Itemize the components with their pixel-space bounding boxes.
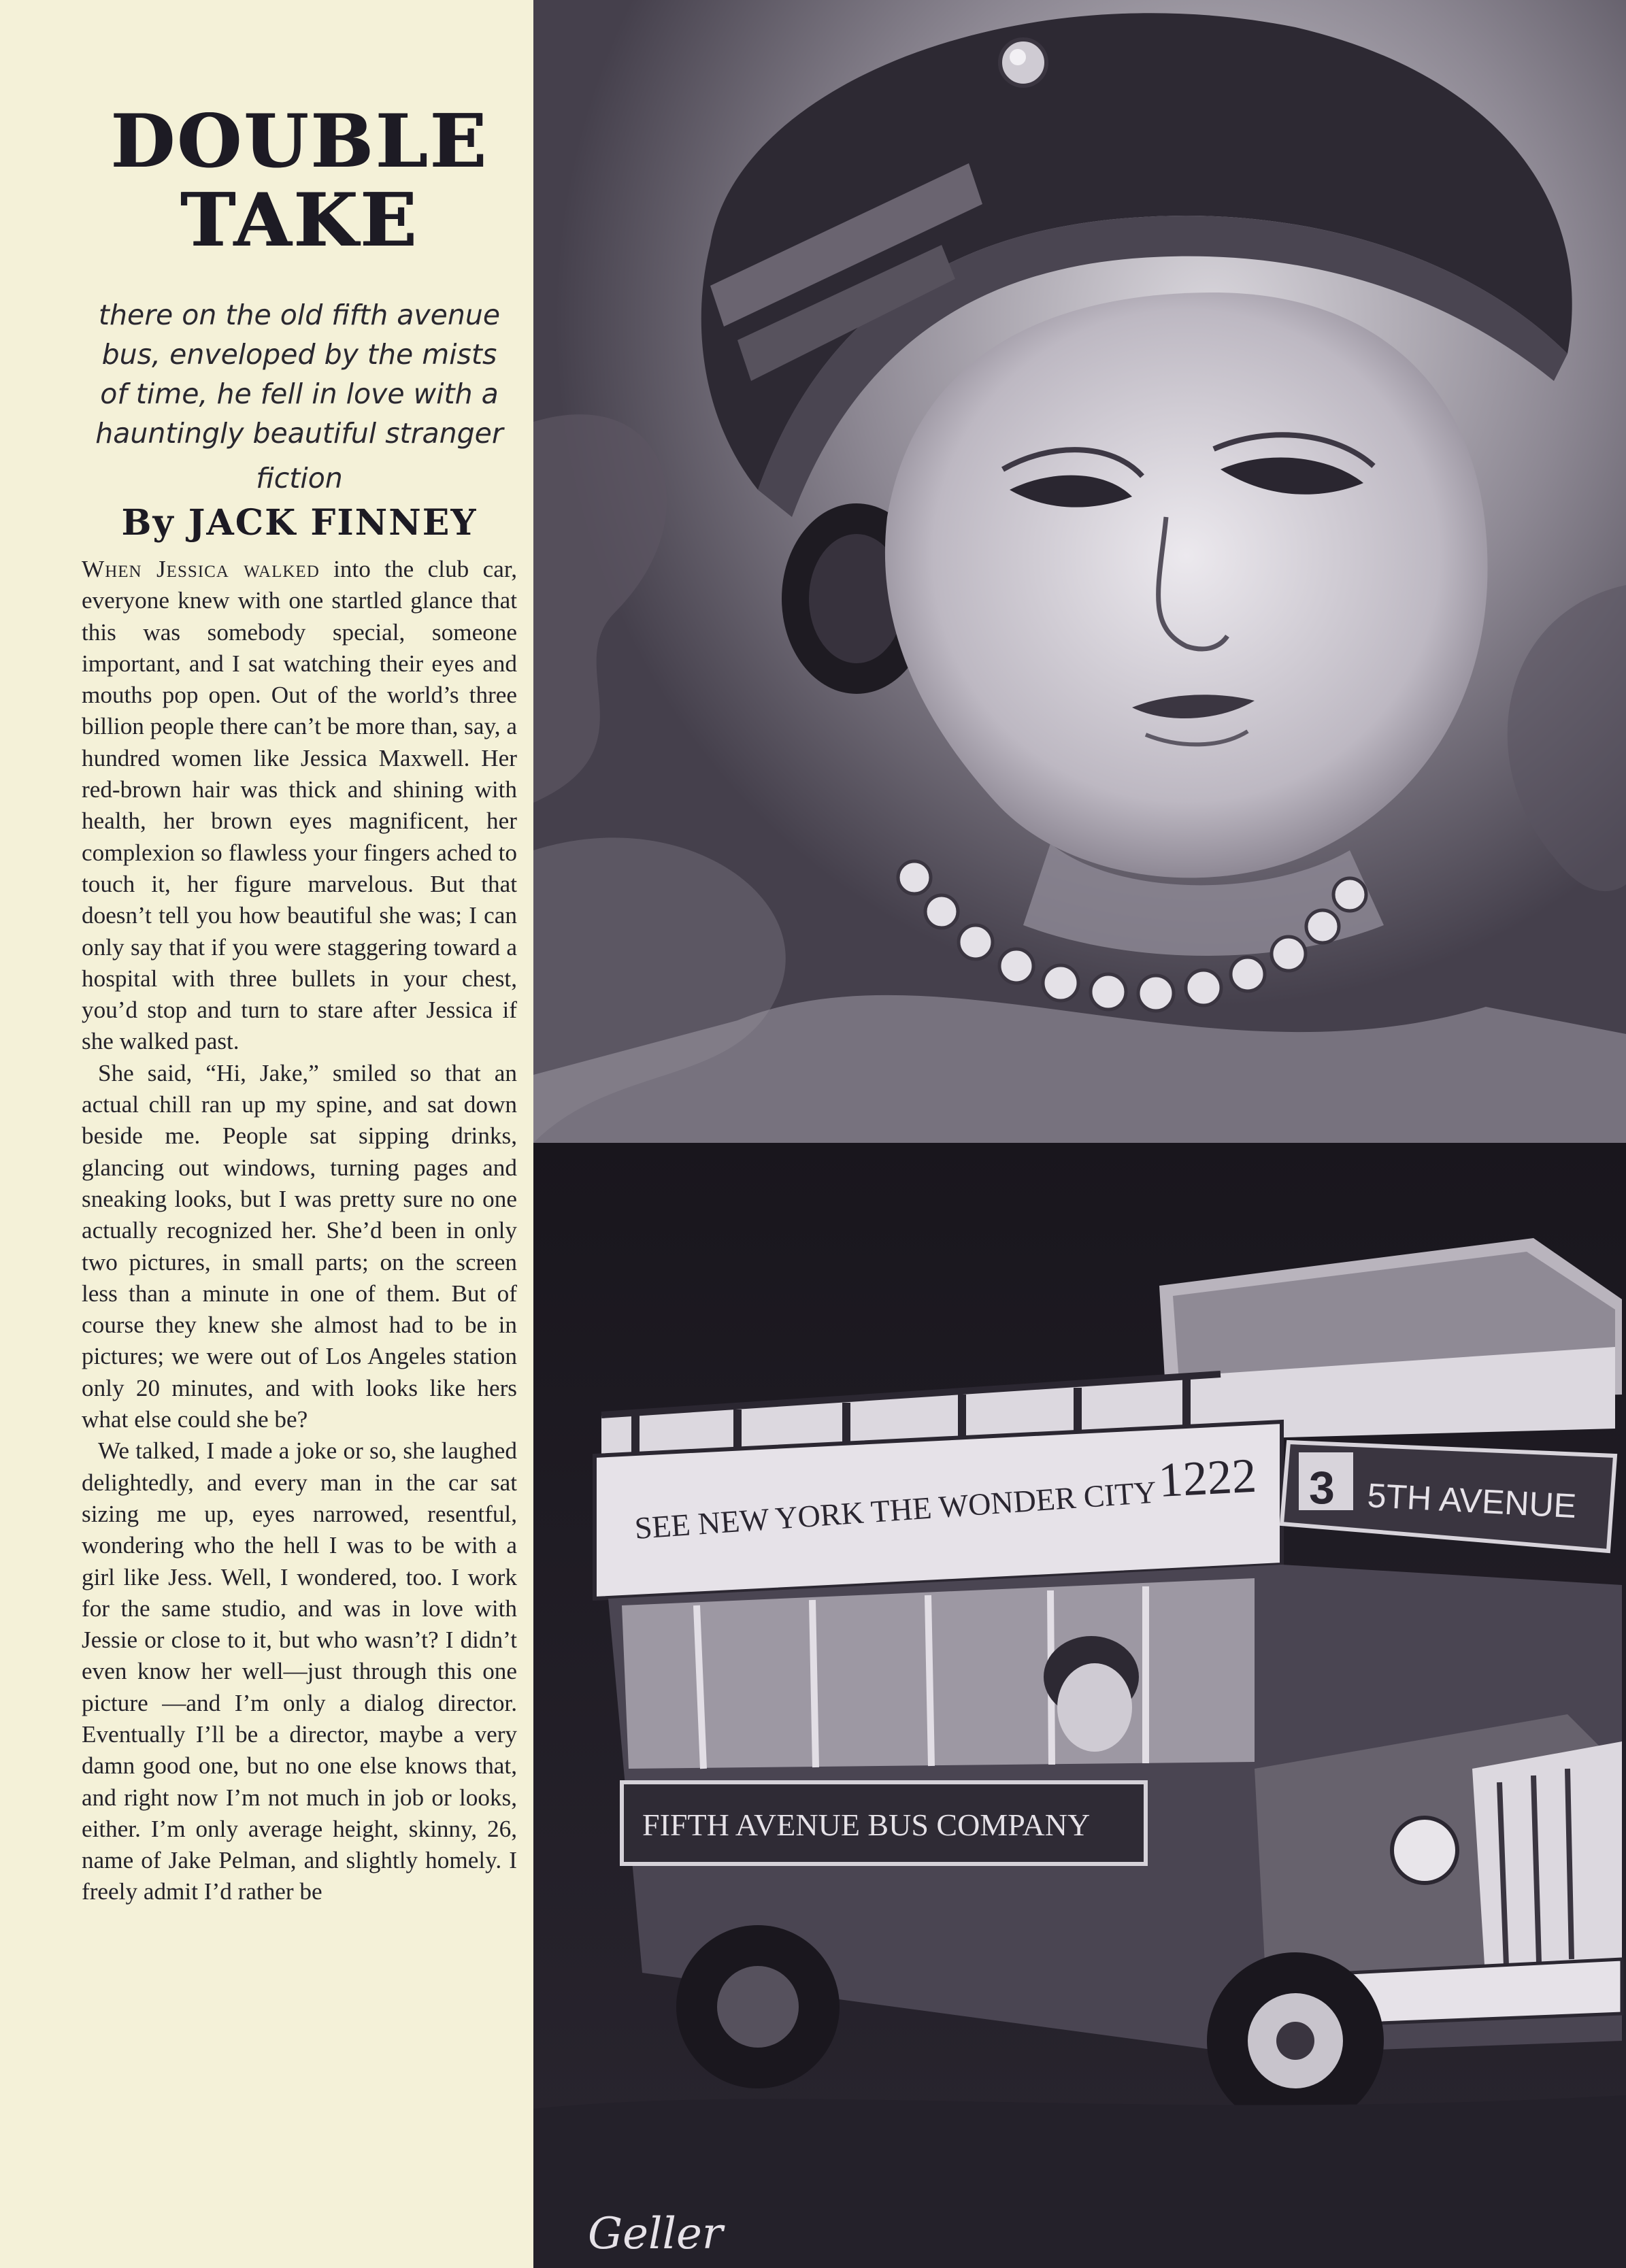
article-deck: there on the old fifth avenue bus, enveloped by the mists of time, he fell in love with a hauntingly beautiful stranger	[95, 299, 503, 450]
bus-panel	[533, 1143, 1626, 2268]
bus-banner-text: SEE NEW YORK THE WONDER CITY	[633, 1474, 1158, 1546]
article-column	[82, 99, 517, 1908]
title-line-1: DOUBLE	[110, 99, 488, 184]
article-body	[82, 554, 517, 1908]
paragraph-2: She said, “Hi, Jake,” smiled so that an actual chill ran up my spine, and sat down beside me. People sat sipping drinks, glancing out windows, turning pages and sneaking looks, but I was pretty sure no one actually recognized her. She’d been in only two pictures, in small parts; on the screen less than a minute in one of them. But of course they knew she almost had to be in pictures; we were out of Los Angeles station only 20 minutes, and with looks like hers what else could she be?	[82, 1059, 517, 1433]
paragraph-1	[82, 554, 517, 1058]
artist-signature: Geller	[588, 2209, 723, 2259]
bus-number: 1222	[1157, 1448, 1258, 1507]
route-name: 5TH AVENUE	[1366, 1476, 1578, 1526]
portrait-panel	[533, 0, 1626, 1143]
title-line-2: TAKE	[180, 178, 419, 263]
route-number: 3	[1309, 1462, 1335, 1514]
illustration	[533, 0, 1626, 2268]
lead-in: When Jessica walked	[82, 556, 320, 582]
side-panel-text: FIFTH AVENUE BUS COMPANY	[642, 1807, 1091, 1842]
article-title	[82, 99, 517, 263]
section-kicker: fiction	[256, 462, 343, 495]
byline: By JACK FINNEY	[121, 502, 478, 544]
paragraph-1-text: into the club car, everyone knew with one startled glance that this was somebody special, someone important, and I sat watching their eyes and mouths pop open. Out of the world’s three billion people there can’t be more than, say, a hundred women like Jessica Maxwell. Her red-brown hair was thick and shining with health, her brown eyes magnificent, her complexion so flawless your fingers ached to touch it, her figure marvelous. But that doesn’t tell you how beautiful she was; I can only say that if you were staggering toward a hospital with three bullets in your chest, you’d stop and turn to stare after Jessica if she walked past.	[82, 556, 517, 1055]
paragraph-3: We talked, I made a joke or so, she laughed delightedly, and every man in the car sat sizing me up, eyes narrowed, resentful, wondering who the hell I was to be with a girl like Jess. Well, I wondered, too. I work for the same studio, and was in love with Jessie or close to it, but who wasn’t? I didn’t even know her well—just through this one picture —and I’m only a dialog director. Eventually I’ll be a director, maybe a very damn good one, but no one else knows that, and right now I’m not much in job or looks, either. I’m only average height, skinny, 26, name of Jake Pelman, and slightly homely. I freely admit I’d rather be	[82, 1437, 517, 1905]
